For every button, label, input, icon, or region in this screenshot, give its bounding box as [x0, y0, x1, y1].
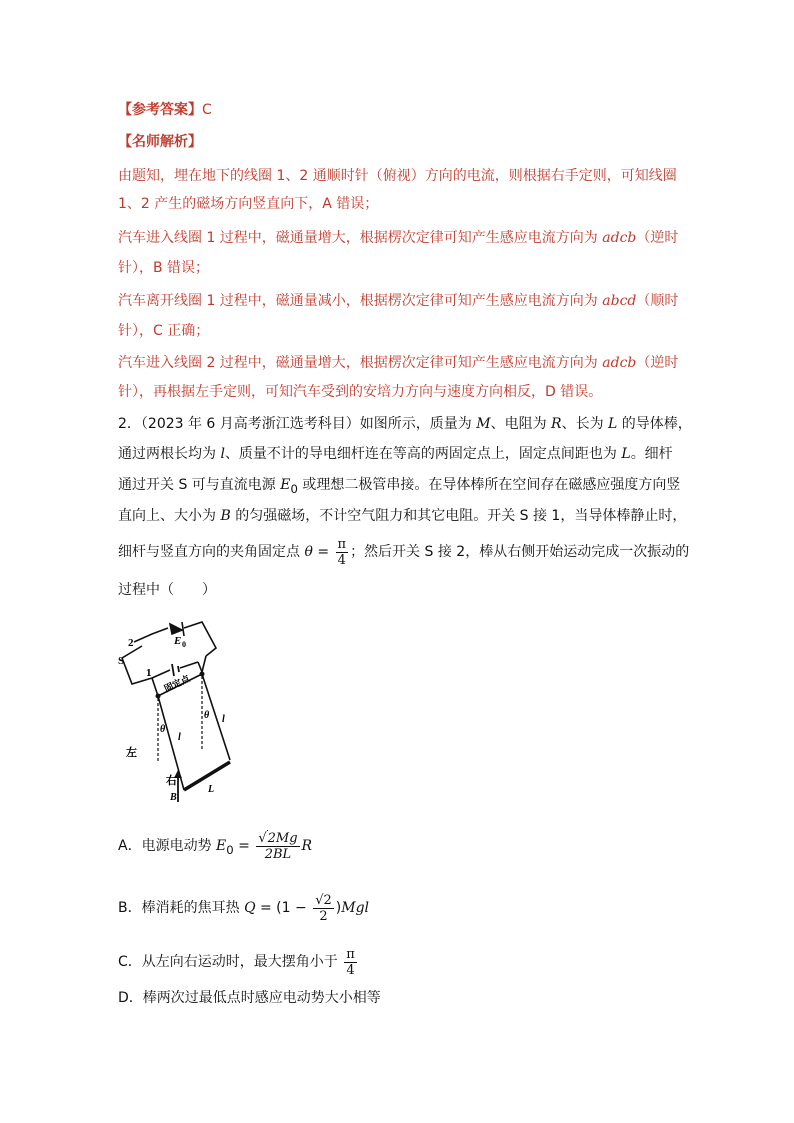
fig-label-L: L	[208, 784, 215, 795]
circuit-diagram	[112, 612, 242, 808]
option-A-R: R	[301, 838, 313, 854]
option-B-Mgl: Mgl	[341, 900, 370, 916]
q-line2-mid: 、质量不计的导电细杆连在等高的两固定点上，固定点间距也为	[224, 446, 622, 462]
q-line1-mid2: 、长为	[561, 416, 609, 432]
option-C-den: 4	[346, 962, 355, 978]
fig-label-l2: l	[222, 714, 225, 725]
option-B-pre: B．棒消耗的焦耳热	[118, 900, 245, 916]
option-B[interactable]	[118, 888, 369, 928]
q-four: 4	[337, 552, 346, 568]
battery-icon	[172, 664, 174, 676]
option-A-E: E	[216, 838, 227, 854]
analysis-para4-pre: 汽车进入线圈 2 过程中，磁通量增大，根据楞次定律可知产生感应电流方向为	[118, 355, 603, 371]
analysis-para2-post: （逆时	[636, 230, 679, 246]
option-A-den: 2BL	[264, 846, 292, 862]
fig-label-B: B	[170, 792, 177, 803]
pivot-right	[200, 672, 205, 677]
answer-value: C	[202, 102, 212, 118]
q-line5-pre: 细杆与竖直方向的夹角固定点	[118, 544, 305, 560]
analysis-para1-line1: 由题知，埋在地下的线圈 1、2 通顺时针（俯视）方向的电流，则根据右手定则，可知线圈	[118, 168, 677, 184]
fig-label-theta1: θ	[160, 724, 166, 735]
q-line2-pre: 通过两根长均为	[118, 446, 221, 462]
option-B-Q: Q	[244, 900, 256, 916]
option-D[interactable]: D．棒两次过最低点时感应电动势大小相等	[118, 990, 381, 1006]
analysis-para2-var: adcb	[602, 230, 637, 246]
conductor-rod	[184, 762, 230, 790]
q-line4-pre: 直向上、大小为	[118, 508, 221, 524]
analysis-label: 【名师解析】	[118, 134, 202, 150]
fig-label-left: 左	[126, 747, 137, 759]
analysis-para3-var: abcd	[602, 293, 637, 309]
question-line3	[118, 475, 680, 499]
q-var-R: R	[551, 416, 562, 432]
q-var-L2: L	[621, 446, 631, 462]
option-B-frac: $\frac{√2}{2}$	[315, 892, 332, 924]
question-line6: 过程中（ ）	[118, 582, 216, 598]
fig-label-2: 2	[128, 637, 134, 649]
fig-label-l1: l	[178, 732, 181, 743]
option-A-pre: A．电源电动势	[118, 838, 217, 854]
option-C-pre: C．从左向右运动时，最大摆角小于	[118, 954, 343, 970]
pivot-left	[156, 694, 161, 699]
analysis-para3-pre: 汽车离开线圈 1 过程中，磁通量减小，根据楞次定律可知产生感应电流方向为	[118, 293, 603, 309]
q-line3-pre: 通过开关 S 可与直流电源	[118, 477, 281, 493]
option-A-sub: 0	[226, 842, 234, 857]
q-line4-post: 的匀强磁场，不计空气阻力和其它电阻。开关 S 接 1，当导体棒静止时，	[230, 508, 687, 524]
option-A-frac: $\frac{√2Mg}{2BL}$	[258, 830, 298, 862]
q-line1-pre: 2．（2023 年 6 月高考浙江选考科目）如图所示，质量为	[118, 416, 477, 432]
option-B-post: )	[335, 900, 342, 916]
top-wire	[134, 628, 168, 642]
question-line5	[118, 535, 689, 569]
answer-line	[118, 100, 212, 120]
diode-icon	[170, 624, 182, 634]
q-var-B: B	[220, 508, 231, 524]
fig-label-theta2: θ	[204, 710, 210, 721]
fig-label-fixed: 固定点	[162, 673, 192, 694]
option-B-eq: = (1 −	[255, 900, 312, 916]
q-theta-eq: θ =	[304, 544, 334, 560]
analysis-para2-pre: 汽车进入线圈 1 过程中，磁通量增大，根据楞次定律可知产生感应电流方向为	[118, 230, 603, 246]
q-var-l: l	[220, 446, 225, 462]
option-C[interactable]	[118, 944, 359, 980]
q-var-E: E	[280, 477, 291, 493]
option-B-den: 2	[319, 908, 328, 924]
option-A[interactable]	[118, 826, 312, 870]
q-line3-post: 或理想二极管串接。在导体棒所在空间存在磁感应强度方向竖	[297, 477, 681, 493]
question-line2	[118, 444, 673, 464]
fig-label-E: E	[174, 635, 182, 647]
option-A-eq: =	[233, 838, 255, 854]
analysis-para4-line1	[118, 353, 678, 373]
q-line1-post: 的导体棒，	[617, 416, 692, 432]
q-pi: π	[337, 536, 347, 552]
option-B-num: 2	[323, 892, 332, 908]
analysis-para4-line2: 针），再根据左手定则，可知汽车受到的安培力方向与速度方向相反，D 错误。	[118, 384, 603, 400]
q-sub-0: 0	[290, 481, 298, 496]
answer-label: 【参考答案】	[118, 102, 202, 118]
fig-label-S: S	[118, 655, 125, 667]
analysis-para4-post: （逆时	[636, 355, 679, 371]
analysis-para3-post: （顺时	[636, 293, 679, 309]
question-line4	[118, 506, 686, 526]
analysis-para2-line2: 针），B 错误；	[118, 260, 210, 276]
analysis-para3-line1	[118, 291, 678, 311]
q-line1-mid1: 、电阻为	[490, 416, 552, 432]
q-line5-post: ；然后开关 S 接 2，棒从右侧开始运动完成一次振动的	[350, 544, 690, 560]
q-pi-over-4	[336, 537, 349, 568]
fig-label-E-sub: 0	[182, 640, 186, 649]
analysis-para3-line2: 针），C 正确；	[118, 323, 210, 339]
analysis-para1-line2: 1、2 产生的磁场方向竖直向下，A 错误；	[118, 196, 379, 212]
question-line1	[118, 414, 692, 434]
fig-label-1: 1	[146, 667, 152, 679]
q-var-L: L	[608, 416, 618, 432]
q-line2-post: 。细杆	[630, 446, 673, 462]
fig-label-right: 右	[166, 775, 177, 787]
analysis-para4-var: adcb	[602, 355, 637, 371]
analysis-para2-line1	[118, 228, 678, 248]
option-C-frac	[344, 947, 357, 978]
option-A-num: 2Mg	[267, 830, 298, 846]
q-var-M: M	[476, 416, 491, 432]
option-C-num: π	[346, 946, 355, 962]
